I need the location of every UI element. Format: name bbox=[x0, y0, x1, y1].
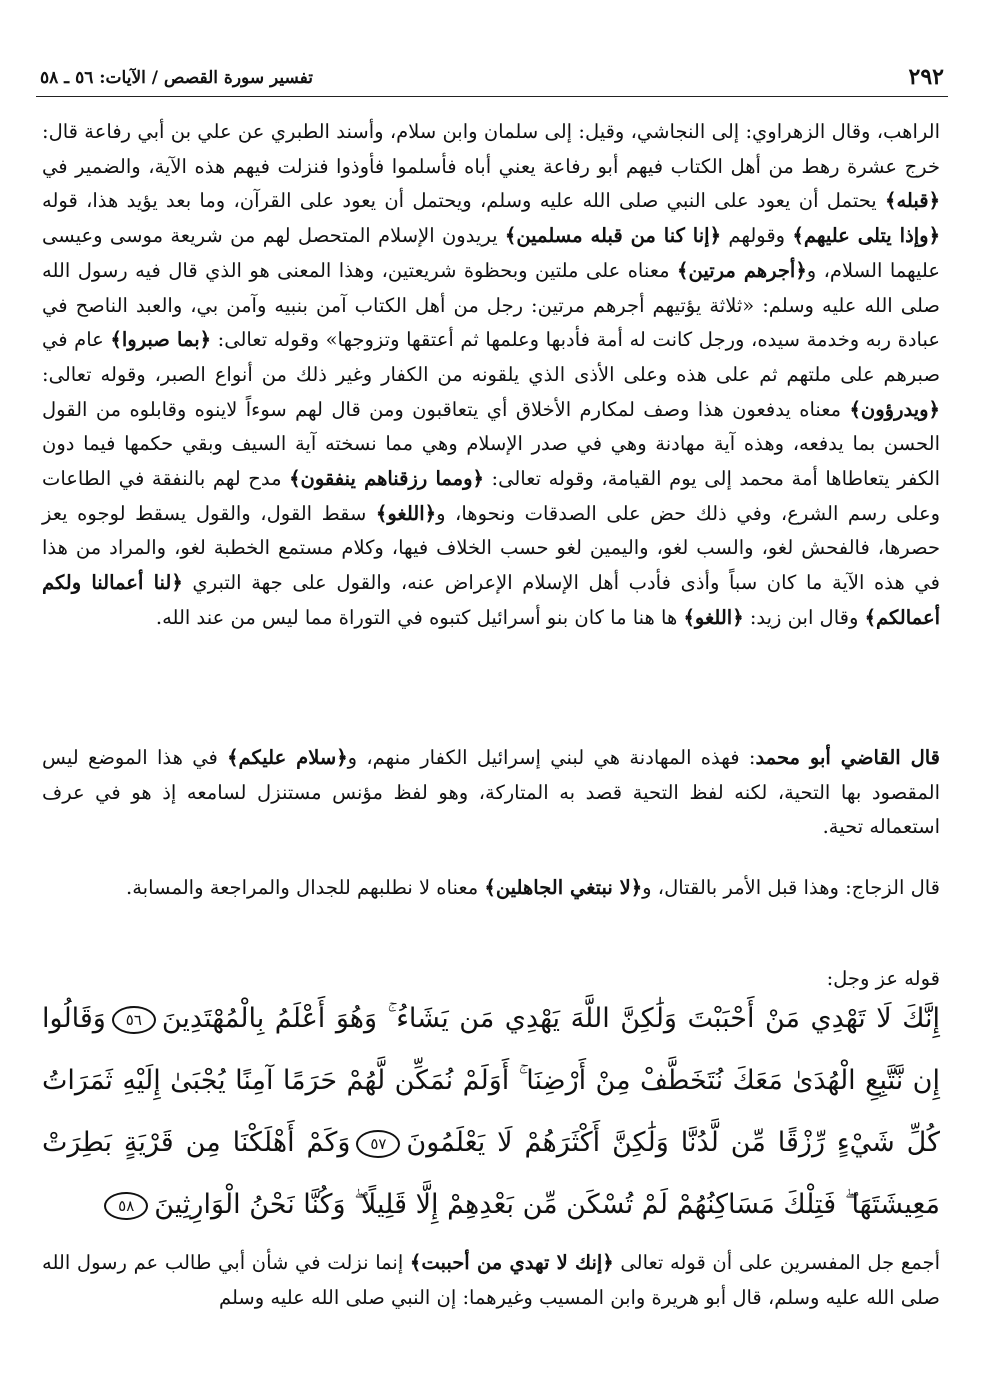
text-run: سقط القول، والقول يسقط لوجوه يعز حصرها، فالفحش لغو، والسب لغو، واليمين لغو حسب الخلاف فيها، وكلام مستمع الخطبة لغو، والمراد من هذا في هذه الآية ما كان سباً وأذى فأدب أهل الإسلام الإعراض عنه، والقول على جهة التبري bbox=[42, 501, 940, 595]
quran-quote: ﴿إنا كنا من قبله مسلمين﴾ bbox=[504, 224, 722, 248]
speaker-name: قال القاضي أبو محمد bbox=[755, 746, 941, 769]
quran-quote: ﴿اللغو﴾ bbox=[683, 605, 744, 629]
quran-quote: ﴿قبله﴾ bbox=[885, 189, 940, 213]
text-run: وقولهم bbox=[721, 224, 793, 248]
text-run: : فهذه المهادنة هي لبني إسرائيل الكفار منهم، و bbox=[347, 746, 756, 769]
text-run: قوله عز وجل: bbox=[826, 967, 940, 990]
verse-57: وَقَالُوا إِن نَّتَّبِعِ الْهُدَىٰ مَعَكَ نُتَخَطَّفْ مِنْ أَرْضِنَا ۚ أَوَلَمْ نُمَكِّن لَّهُمْ حَرَمًا آمِنًا يُجْبَىٰ إِلَيْهِ ثَمَرَاتُ كُلِّ شَيْءٍ رِّزْقًا مِّن لَّدُنَّا وَلَٰكِنَّ أَكْثَرَهُمْ لَا يَعْلَمُونَ bbox=[42, 1003, 940, 1158]
text-run: قال الزجاج: وهذا قبل الأمر بالقتال، و bbox=[642, 876, 940, 899]
paragraph-zajjaj bbox=[42, 871, 940, 906]
quran-quote: ﴿ومما رزقناهم ينفقون﴾ bbox=[289, 467, 484, 491]
text-run: عام في صبرهم على ملتهم ثم على هذه وعلى الأذى الذي يلقونه من الكفار وغير ذلك من أنواع الصبر، وقوله تعالى: bbox=[42, 328, 940, 386]
text-run: وقال ابن زيد: bbox=[743, 605, 865, 629]
quran-quote: ﴿ويدرؤون﴾ bbox=[849, 397, 940, 421]
paragraph-commentary-1 bbox=[42, 115, 940, 636]
text-run: الراهب، وقال الزهراوي: إلى النجاشي، وقيل: إلى سلمان وابن سلام، وأسند الطبري عن علي بن أبي رفاعة قال: خرج عشرة رهط من أهل الكتاب فيهم أبو رفاعة يعني أباه فأسلموا فأوذوا فنزلت فيهم هذه الآية، والضمير في bbox=[42, 120, 940, 178]
text-run: يريدون الإسلام المتحصل لهم من شريعة موسى وعيسى عليهما السلام، و bbox=[42, 224, 940, 282]
text-run: معناه يدفعون هذا وصف لمكارم الأخلاق أي يتعاقبون ومن قال لهم سوءاً لاينوه وقابلوه من القول الحسن بما يدفعه، وهذه آية مهادنة وهي في صدر الإسلام وهي مما نسخته آية السيف وبقي حكمها فيما دون الكفر يتعاطاها أمة محمد إلى يوم القيامة، وقوله تعالى: bbox=[42, 397, 941, 491]
verse-58: وَكَمْ أَهْلَكْنَا مِن قَرْيَةٍ بَطِرَتْ مَعِيشَتَهَا ۖ فَتِلْكَ مَسَاكِنُهُمْ لَمْ تُسْكَن مِّن بَعْدِهِمْ إِلَّا قَلِيلًا ۖ وَكُنَّا نَحْنُ الْوَارِثِينَ bbox=[42, 1127, 940, 1220]
page-header bbox=[36, 56, 948, 97]
quran-quote: ﴿وإذا يتلى عليهم﴾ bbox=[792, 224, 941, 248]
text-run: ها هنا ما كان بنو أسرائيل كتبوه في التوراة مما ليس من عند الله. bbox=[155, 605, 684, 629]
text-run: معناه لا نطلبهم للجدال والمراجعة والمسابة. bbox=[126, 876, 485, 899]
text-run: معناه على ملتين وبحظوة شريعتين، وهذا المعنى هو الذي قال فيه رسول الله صلى الله عليه وسلم: «ثلاثة يؤتيهم أجرهم مرتين: رجل من أهل الكتاب آمن بنبيه وآمن بي، والعبد الناصح في عبادة ربه وخدمة سيده، ورجل كانت له أمة فأدبها وعلمها ثم أعتقها وتزوجها» وقوله تعالى: bbox=[42, 258, 940, 352]
running-title: تفسير سورة القصص / الآيات: ٥٦ ـ ٥٨ bbox=[40, 68, 313, 88]
ayah-number-marker: ٥٧ bbox=[356, 1130, 400, 1158]
ayah-number-marker: ٥٦ bbox=[112, 1006, 156, 1034]
ayah-number-marker: ٥٨ bbox=[104, 1192, 148, 1220]
verse-56: إِنَّكَ لَا تَهْدِي مَنْ أَحْبَبْتَ وَلَٰكِنَّ اللَّهَ يَهْدِي مَن يَشَاءُ ۚ وَهُوَ أَعْلَمُ بِالْمُهْتَدِينَ bbox=[161, 1003, 940, 1034]
paragraph-commentary-2 bbox=[42, 1246, 940, 1315]
quran-quote: ﴿أجرهم مرتين﴾ bbox=[677, 258, 807, 282]
quran-quote: ﴿لنا أعمالنا ولكم أعمالكم﴾ bbox=[42, 571, 940, 629]
quran-verses-block bbox=[42, 988, 940, 1236]
page-number: ٢٩٢ bbox=[908, 64, 944, 90]
text-run: أجمع جل المفسرين على أن قوله تعالى bbox=[613, 1251, 940, 1274]
quran-quote: ﴿سلام عليكم﴾ bbox=[227, 746, 348, 769]
quran-quote: ﴿اللغو﴾ bbox=[375, 501, 437, 525]
quran-quote: ﴿لا نبتغي الجاهلين﴾ bbox=[484, 876, 643, 899]
text-run: مدح لهم بالنفقة في الطاعات وعلى رسم الشرع، وفي ذلك حض على الصدقات ونحوها، و bbox=[42, 467, 940, 525]
text-run: إنما نزلت في شأن أبي طالب عم رسول الله صلى الله عليه وسلم، قال أبو هريرة وابن المسيب وغيرهما: إن النبي صلى الله عليه وسلم bbox=[42, 1251, 940, 1309]
text-run: يحتمل أن يعود على النبي صلى الله عليه وسلم، ويحتمل أن يعود على القرآن، وما بعد يؤيد هذا، قوله bbox=[42, 189, 886, 213]
paragraph-qadi bbox=[42, 741, 940, 845]
text-run: في هذا الموضع ليس المقصود بها التحية، لكنه لفظ التحية قصد به المتاركة، وهو لفظ مؤنس مستنزل لسامعه إذ هو في عرف استعماله تحية. bbox=[42, 746, 940, 839]
quran-quote: ﴿إنك لا تهدي من أحببت﴾ bbox=[409, 1251, 614, 1274]
quran-quote: ﴿بما صبروا﴾ bbox=[110, 328, 212, 352]
